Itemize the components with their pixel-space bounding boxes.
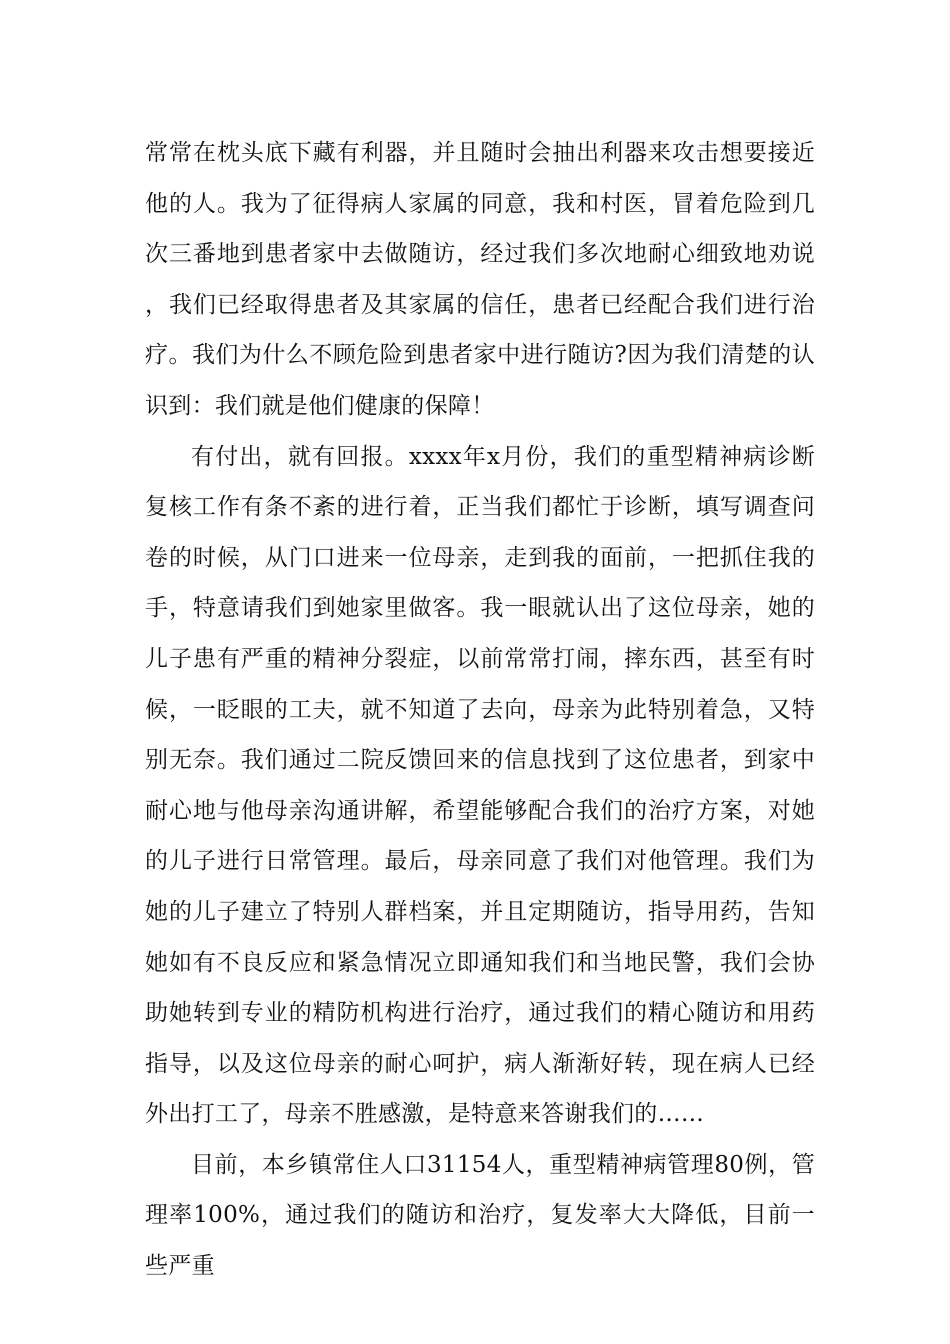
body-text [145, 128, 815, 1292]
paragraph-3: 目前，本乡镇常住人口31154人，重型精神病管理80例，管理率100%，通过我们的随访和治疗，复发率大大降低，目前一些严重 [145, 1151, 815, 1280]
paragraph-1: 常常在枕头底下藏有利器，并且随时会抽出利器来攻击想要接近他的人。我为了征得病人家属的同意，我和村医，冒着危险到几次三番地到患者家中去做随访，经过我们多次地耐心细致地劝说，我们已经取得患者及其家属的信任，患者已经配合我们进行治疗。我们为什么不顾危险到患者家中进行随访?因为我们清楚的认识到：我们就是他们健康的保障！ [145, 140, 815, 419]
paragraph-2: 有付出，就有回报。xxxx年x月份，我们的重型精神病诊断复核工作有条不紊的进行着，正当我们都忙于诊断，填写调查问卷的时候，从门口进来一位母亲，走到我的面前，一把抓住我的手，特意请我们到她家里做客。我一眼就认出了这位母亲，她的儿子患有严重的精神分裂症，以前常常打闹，摔东西，甚至有时候，一眨眼的工夫，就不知道了去向，母亲为此特别着急，又特别无奈。我们通过二院反馈回来的信息找到了这位患者，到家中耐心地与他母亲沟通讲解，希望能够配合我们的治疗方案，对她的儿子进行日常管理。最后，母亲同意了我们对他管理。我们为她的儿子建立了特别人群档案，并且定期随访，指导用药，告知她如有不良反应和紧急情况立即通知我们和当地民警，我们会协助她转到专业的精防机构进行治疗，通过我们的精心随访和用药指导，以及这位母亲的耐心呵护，病人渐渐好转，现在病人已经外出打工了，母亲不胜感激，是特意来答谢我们的…… [145, 443, 815, 1128]
